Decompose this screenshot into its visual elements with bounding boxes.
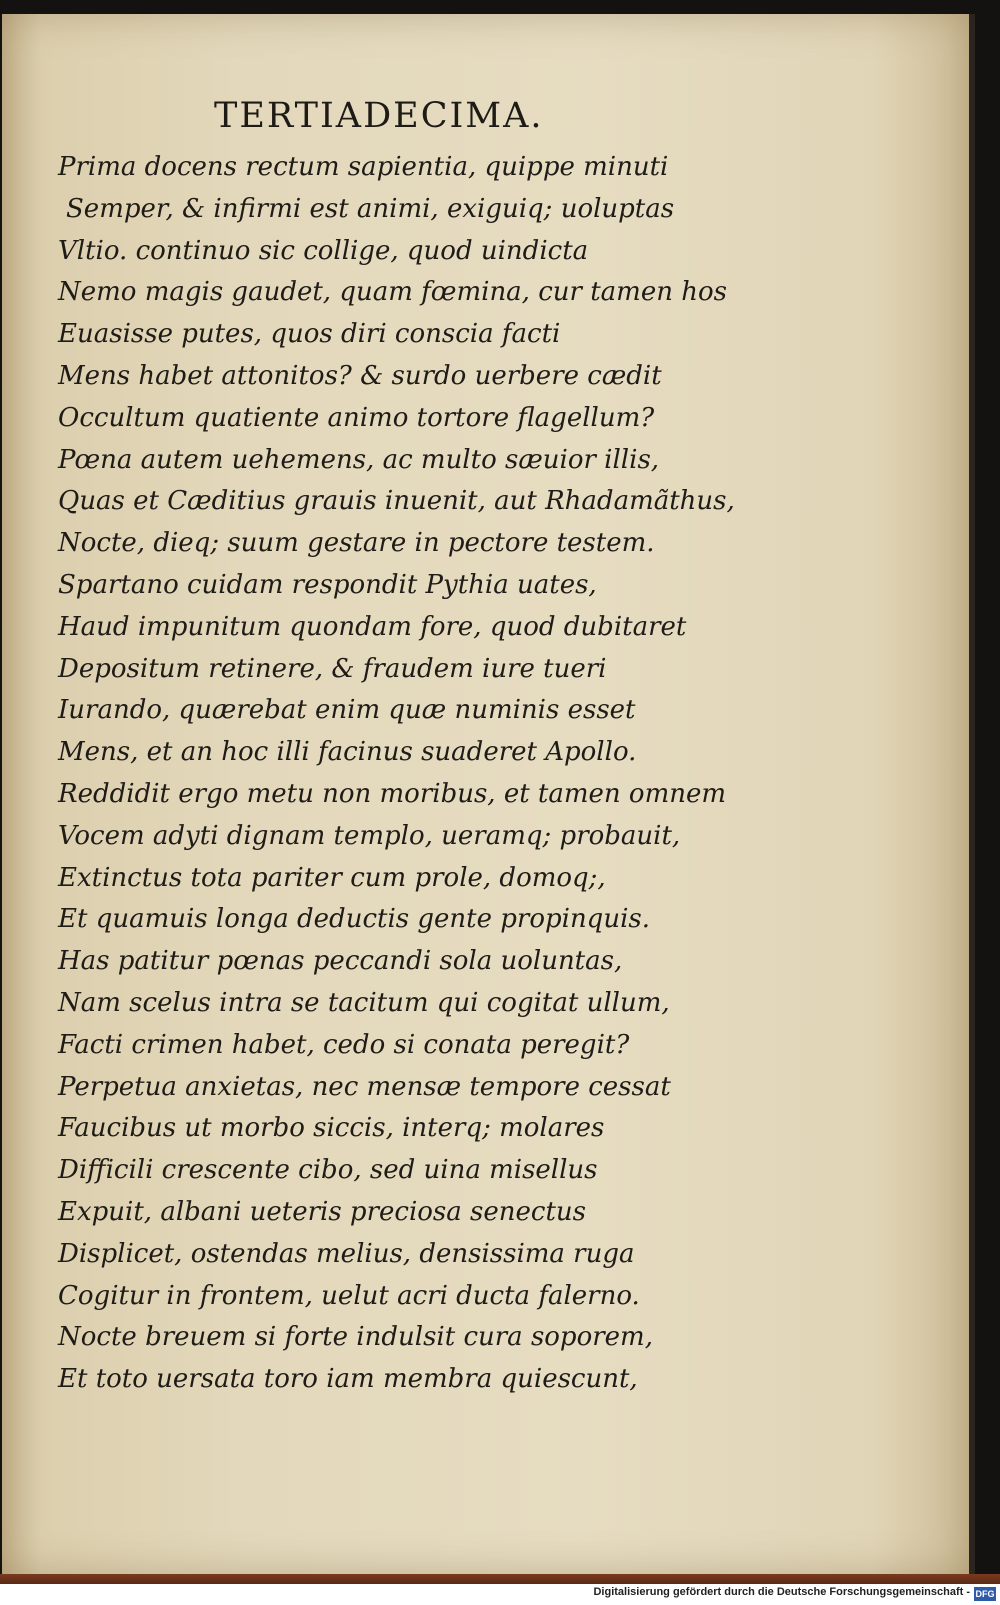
page-bottom-edge xyxy=(0,1574,1000,1584)
verse-line: Mens, et an hoc illi facinus suaderet Apollo. xyxy=(58,737,637,768)
verse-line: Semper, & infirmi est animi, exiguiq; uoluptas xyxy=(66,193,675,224)
dfg-logo-icon: DFG xyxy=(975,1589,995,1599)
verse-line: Euasisse putes, quos diri conscia facti xyxy=(58,319,561,350)
digitization-footer xyxy=(0,1584,1000,1605)
verse-line: Et toto uersata toro iam membra quiescunt, xyxy=(58,1364,638,1395)
verse-line: Nocte, dieq; suum gestare in pectore testem. xyxy=(58,528,655,559)
funding-credit: Digitalisierung gefördert durch die Deutsche Forschungsgemeinschaft - xyxy=(593,1586,970,1598)
verse-line: Iurando, quærebat enim quæ numinis esset xyxy=(58,695,636,726)
verse-line: Vltio. continuo sic collige, quod uindicta xyxy=(58,235,589,266)
verse-line: Spartano cuidam respondit Pythia uates, xyxy=(58,569,597,600)
verse-line: Haud impunitum quondam fore, quod dubitaret xyxy=(58,611,687,642)
verse-line: Expuit, albani ueteris preciosa senectus xyxy=(58,1196,586,1227)
verse-line: Occultum quatiente animo tortore flagellum? xyxy=(58,402,655,433)
verse-line: Nocte breuem si forte indulsit cura soporem, xyxy=(58,1322,653,1353)
verse-line: Has patitur pœnas peccandi sola uoluntas, xyxy=(58,946,623,977)
verse-line: Difficili crescente cibo, sed uina misellus xyxy=(58,1155,598,1186)
verse-line: Nam scelus intra se tacitum qui cogitat ullum, xyxy=(58,987,670,1018)
verse-line: Mens habet attonitos? & surdo uerbere cædit xyxy=(58,360,662,391)
verse-line: Et quamuis longa deductis gente propinquis. xyxy=(58,904,650,935)
verse-line: Perpetua anxietas, nec mensæ tempore cessat xyxy=(58,1071,671,1102)
verse-line: Facti crimen habet, cedo si conata peregit? xyxy=(58,1029,630,1060)
verse-text xyxy=(58,147,735,1401)
verse-line: Quas et Cæditius grauis inuenit, aut Rhadamãthus, xyxy=(58,486,735,517)
verse-line: Vocem adyti dignam templo, ueramq; probauit, xyxy=(58,820,681,851)
verse-line: Depositum retinere, & fraudem iure tueri xyxy=(58,653,607,684)
book-page xyxy=(2,14,975,1574)
verse-line: Prima docens rectum sapientia, quippe minuti xyxy=(58,152,669,182)
running-head: TERTIADECIMA. xyxy=(214,96,544,136)
verse-line: Faucibus ut morbo siccis, interq; molares xyxy=(58,1113,605,1144)
verse-line: Displicet, ostendas melius, densissima ruga xyxy=(58,1238,635,1269)
verse-line: Extinctus tota pariter cum prole, domoq;, xyxy=(58,862,606,893)
verse-line: Cogitur in frontem, uelut acri ducta falerno. xyxy=(58,1280,640,1311)
verse-line: Reddidit ergo metu non moribus, et tamen omnem xyxy=(58,778,727,809)
verse-line: Pœna autem uehemens, ac multo sæuior illis, xyxy=(58,444,660,475)
verse-line: Nemo magis gaudet, quam fœmina, cur tamen hos xyxy=(58,277,727,308)
